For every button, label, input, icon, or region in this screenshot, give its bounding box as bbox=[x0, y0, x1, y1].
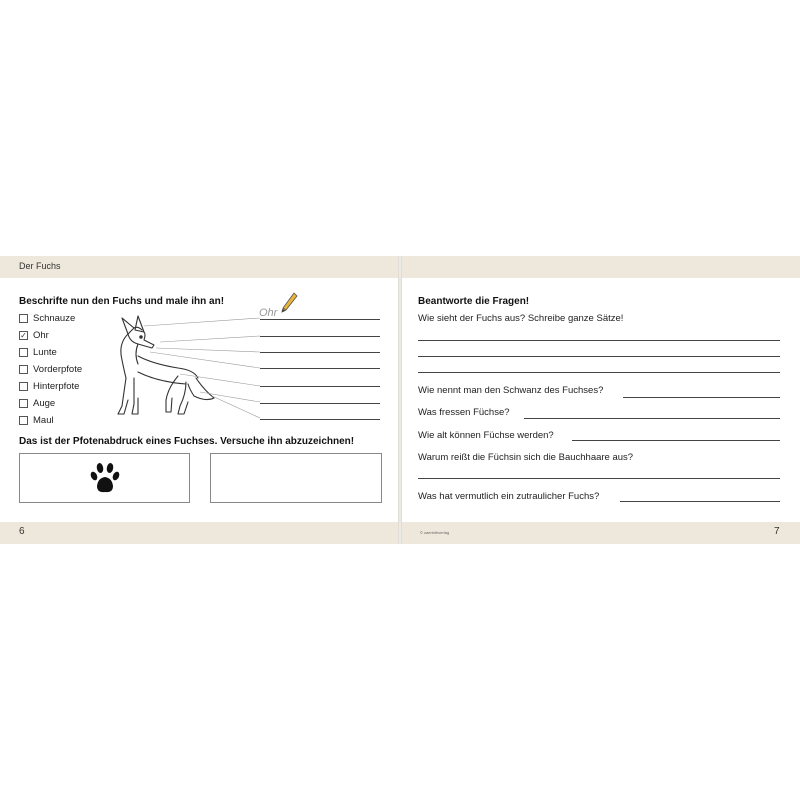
questions-task-title: Beantworte die Fragen! bbox=[418, 296, 530, 307]
question-food: Was fressen Füchse? bbox=[418, 407, 510, 418]
checklist-item-hinterpfote: Hinterpfote bbox=[19, 380, 79, 392]
footer-band bbox=[0, 522, 398, 544]
answer-line[interactable] bbox=[418, 372, 780, 373]
answer-line[interactable] bbox=[620, 501, 780, 502]
chapter-title: Der Fuchs bbox=[19, 261, 61, 271]
answer-line[interactable] bbox=[623, 397, 780, 398]
checklist-item-ohr: ✓ Ohr bbox=[20, 329, 49, 341]
checkbox[interactable] bbox=[19, 382, 28, 391]
checkbox[interactable] bbox=[19, 314, 28, 323]
pencil-icon bbox=[280, 292, 298, 314]
label-leader-lines bbox=[120, 314, 260, 424]
answer-line[interactable] bbox=[524, 418, 780, 419]
page-number-left: 6 bbox=[19, 526, 25, 537]
answer-line[interactable] bbox=[260, 352, 380, 353]
question-tail-name: Wie nennt man den Schwanz des Fuchses? bbox=[418, 385, 604, 396]
answer-line[interactable] bbox=[572, 440, 780, 441]
checklist-item-auge: Auge bbox=[19, 397, 55, 409]
checklist-item-lunte: Lunte bbox=[19, 346, 57, 358]
checklist-item-maul: Maul bbox=[19, 414, 54, 426]
pawprint-icon bbox=[90, 460, 120, 496]
question-belly-hair: Warum reißt die Füchsin sich die Bauchhaare aus? bbox=[418, 452, 634, 463]
pawprint-task-title: Das ist der Pfotenabdruck eines Fuchses. Versuche ihn abzuzeichnen! bbox=[19, 436, 355, 447]
workbook-spread bbox=[0, 256, 800, 544]
answer-line[interactable] bbox=[260, 336, 380, 337]
answer-line[interactable] bbox=[260, 368, 380, 369]
question-age: Wie alt können Füchse werden? bbox=[418, 430, 554, 441]
checkbox[interactable] bbox=[19, 399, 28, 408]
page-number-right: 7 bbox=[774, 526, 780, 537]
answer-line[interactable] bbox=[260, 403, 380, 404]
question-appearance: Wie sieht der Fuchs aus? Schreibe ganze Sätze! bbox=[418, 313, 624, 324]
left-page bbox=[0, 256, 398, 544]
answer-line[interactable] bbox=[418, 356, 780, 357]
label-task-title: Beschrifte nun den Fuchs und male ihn an! bbox=[19, 296, 225, 307]
question-tame-fox: Was hat vermutlich ein zutraulicher Fuchs? bbox=[418, 491, 600, 502]
answer-line[interactable] bbox=[418, 340, 780, 341]
checkbox[interactable] bbox=[19, 416, 28, 425]
header-band bbox=[402, 256, 800, 278]
pawprint-example-box bbox=[19, 453, 190, 503]
pawprint-drawing-box[interactable] bbox=[210, 453, 382, 503]
answer-line[interactable] bbox=[260, 386, 380, 387]
answer-line[interactable] bbox=[260, 419, 380, 420]
checkbox-checked[interactable]: ✓ bbox=[20, 330, 27, 340]
checkbox[interactable] bbox=[19, 365, 28, 374]
answer-line[interactable] bbox=[418, 478, 780, 479]
example-answer: Ohr bbox=[259, 307, 278, 319]
checkbox[interactable] bbox=[19, 348, 28, 357]
checklist-item-vorderpfote: Vorderpfote bbox=[19, 363, 82, 375]
publisher-credit: © zaertvthverlag bbox=[420, 530, 450, 535]
checklist-item-schnauze: Schnauze bbox=[19, 312, 75, 324]
answer-line[interactable] bbox=[260, 319, 380, 320]
footer-band bbox=[402, 522, 800, 544]
right-page bbox=[402, 256, 800, 544]
